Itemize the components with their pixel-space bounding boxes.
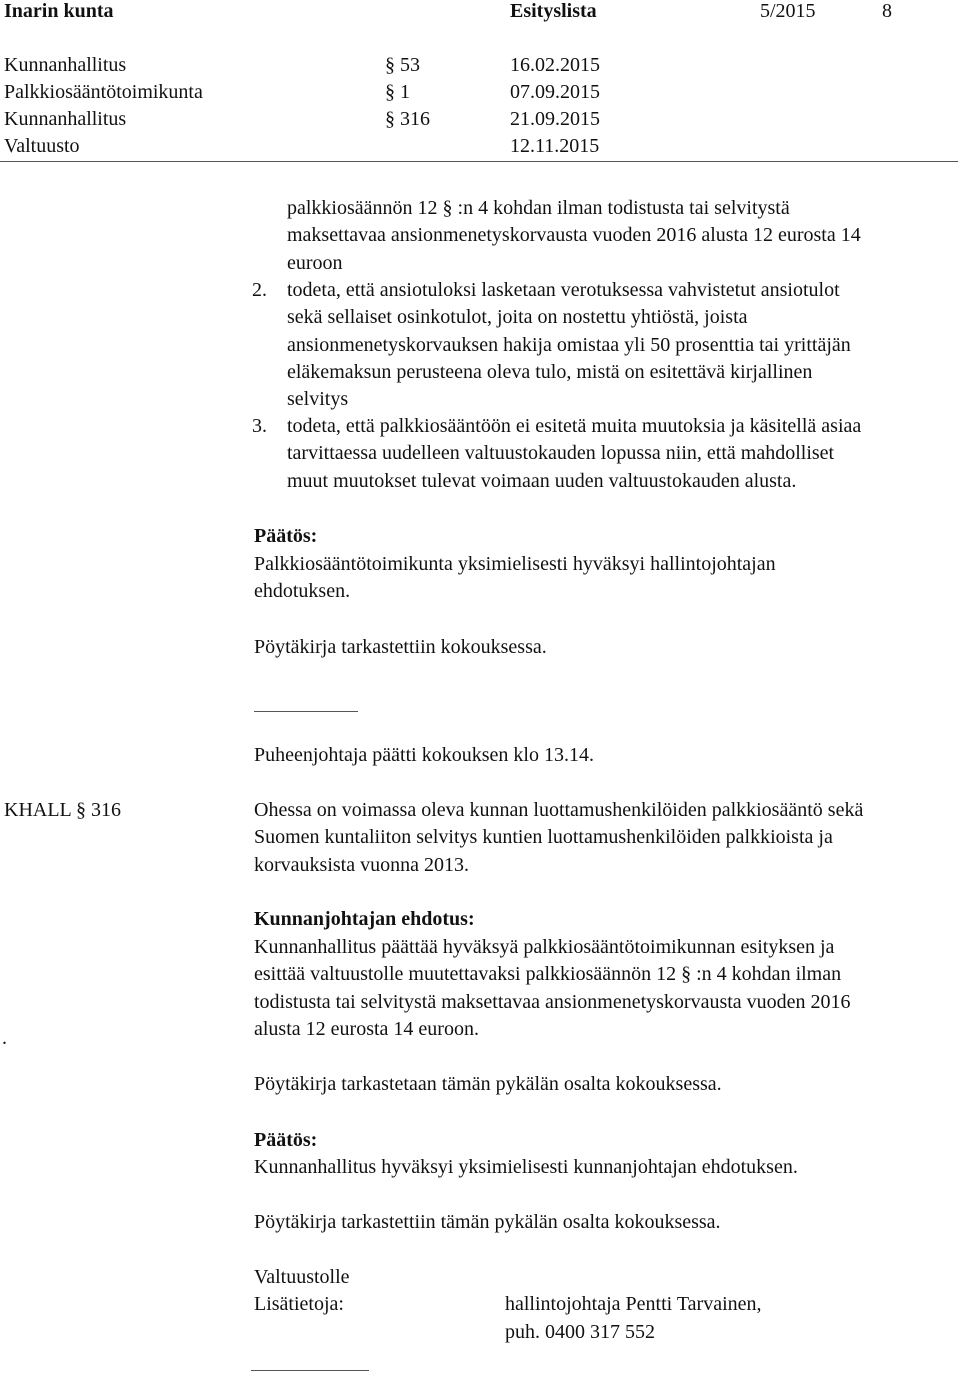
- meeting-date: 07.09.2015: [510, 81, 600, 103]
- meeting-section: § 53: [385, 54, 420, 76]
- text-line: maksettavaa ansionmenetyskorvausta vuoden 2016 alusta 12 eurosta 14: [287, 224, 861, 247]
- text-line: tarvittaessa uudelleen valtuustokauden lopussa niin, että mahdolliset: [287, 442, 835, 465]
- text-line: Kunnanhallitus päättää hyväksyä palkkiosääntötoimikunnan esityksen ja: [254, 936, 835, 958]
- signature-line-2: [251, 1370, 369, 1371]
- document-number: 5/2015: [760, 0, 816, 22]
- text-line: euroon: [287, 251, 343, 274]
- section-intro: [254, 797, 863, 879]
- text-line: ansionmenetyskorvauksen hakija omistaa yli 50 prosenttia tai yrittäjän: [287, 333, 851, 356]
- text-line: muut muutokset tulevat voimaan uuden valtuustokauden alusta.: [287, 469, 797, 492]
- list-item-3: [287, 413, 861, 495]
- recipient: Valtuustolle: [254, 1266, 350, 1288]
- decision-heading: Päätös:: [254, 525, 318, 547]
- text-line: Ohessa on voimassa oleva kunnan luottamushenkilöiden palkkiosääntö sekä: [254, 799, 864, 821]
- meeting-body: Kunnanhallitus: [4, 108, 127, 130]
- meeting-body: Valtuusto: [4, 135, 80, 157]
- text-line: ehdotuksen.: [254, 580, 351, 603]
- municipality-name: Inarin kunta: [4, 0, 114, 22]
- list-item-3-number: 3.: [252, 415, 267, 437]
- section-label: KHALL § 316: [4, 799, 122, 821]
- text-line: todeta, että ansiotuloksi lasketaan verotuksessa vahvistetut ansiotulot: [287, 279, 840, 301]
- decision-text: [254, 551, 776, 606]
- text-line: selvitys: [287, 388, 349, 411]
- closing-note: Puheenjohtaja päätti kokouksen klo 13.14.: [254, 744, 594, 766]
- text-line: todistusta tai selvitystä maksettavaa ansionmenetyskorvausta vuoden 2016: [254, 990, 851, 1013]
- proposal-heading: Kunnanjohtajan ehdotus:: [254, 908, 475, 930]
- meeting-body: Palkkiosääntötoimikunta: [4, 81, 203, 103]
- document-type: Esityslista: [510, 0, 597, 22]
- contact-name: hallintojohtaja Pentti Tarvainen,: [505, 1293, 762, 1315]
- list-item-1-continuation: [287, 195, 861, 277]
- meeting-section: § 316: [385, 108, 430, 130]
- meeting-date: 12.11.2015: [510, 135, 600, 157]
- text-line: palkkiosäännön 12 § :n 4 kohdan ilman todistusta tai selvitystä: [287, 197, 790, 219]
- signature-line: [254, 711, 358, 712]
- meeting-date: 16.02.2015: [510, 54, 600, 76]
- list-item-2-number: 2.: [252, 279, 267, 301]
- meeting-section: § 1: [385, 81, 410, 103]
- meeting-body: Kunnanhallitus: [4, 54, 127, 76]
- text-line: Suomen kuntaliiton selvitys kuntien luottamushenkilöiden palkkioista ja: [254, 826, 833, 849]
- text-line: esittää valtuustolle muutettavaksi palkkiosäännön 12 § :n 4 kohdan ilman: [254, 963, 842, 986]
- text-line: sekä sellaiset osinkotulot, joita on nostettu yhtiöstä, joista: [287, 306, 748, 329]
- page-number: 8: [882, 0, 892, 22]
- text-line: Palkkiosääntötoimikunta yksimielisesti hyväksyi hallintojohtajan: [254, 553, 776, 575]
- list-item-2: [287, 277, 851, 413]
- meeting-date: 21.09.2015: [510, 108, 600, 130]
- minutes-note: Pöytäkirja tarkastettiin kokouksessa.: [254, 636, 547, 658]
- minutes-note-3: Pöytäkirja tarkastettiin tämän pykälän osalta kokouksessa.: [254, 1211, 721, 1233]
- text-line: korvauksista vuonna 2013.: [254, 853, 469, 876]
- info-label: Lisätietoja:: [254, 1293, 344, 1315]
- contact-phone: puh. 0400 317 552: [505, 1321, 655, 1343]
- header-divider: [0, 161, 958, 162]
- decision-text-2: Kunnanhallitus hyväksyi yksimielisesti kunnanjohtajan ehdotuksen.: [254, 1156, 798, 1178]
- minutes-note-2: Pöytäkirja tarkastetaan tämän pykälän osalta kokouksessa.: [254, 1073, 722, 1095]
- proposal-text: [254, 934, 851, 1043]
- text-line: todeta, että palkkiosääntöön ei esitetä muita muutoksia ja käsitellä asiaa: [287, 415, 862, 437]
- decision-heading-2: Päätös:: [254, 1129, 318, 1151]
- text-line: eläkemaksun perusteena oleva tulo, mistä on esitettävä kirjallinen: [287, 360, 813, 383]
- text-line: alusta 12 eurosta 14 euroon.: [254, 1017, 479, 1040]
- margin-mark: .: [2, 1027, 7, 1049]
